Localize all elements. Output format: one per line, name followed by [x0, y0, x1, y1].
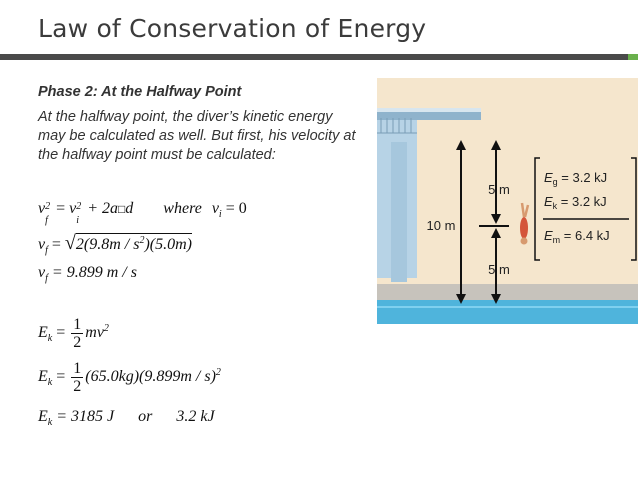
eq2-rest: )(5.0m) — [144, 236, 193, 253]
eq1-vi: v — [69, 200, 77, 217]
pool-water-highlight — [377, 306, 638, 308]
eq6-sub: k — [47, 417, 53, 428]
diver-energy-diagram — [377, 78, 638, 324]
eq3-sub: f — [45, 273, 48, 284]
eq5-fraction — [71, 360, 83, 395]
eq5-num: 1 — [73, 360, 82, 377]
ek-value: $E_k = 3.2$ kJ — [544, 194, 607, 211]
eq5-rhs: (65.0kg)(9.899m / s) — [85, 368, 216, 386]
eq4-den: 2 — [73, 334, 82, 351]
equation-velocity-substitution — [38, 232, 192, 256]
em-value: $E_m = 6.4$ kJ — [544, 228, 610, 245]
slide-title: Law of Conservation of Energy — [38, 14, 427, 43]
eg-value: $E_g = 3.2$ kJ — [544, 170, 608, 187]
eq4-exp: 2 — [103, 323, 109, 335]
title-underline — [0, 54, 628, 60]
height-total-label: 10 m — [426, 218, 456, 233]
phase-heading: Phase 2: At the Halfway Point — [38, 84, 242, 100]
eq6-rhs: = 3185 J — [52, 408, 115, 425]
eq4-sub: k — [47, 333, 53, 345]
eq6-or: or — [138, 408, 153, 425]
equation-kinetic-formula — [38, 316, 109, 351]
eq1-plus: + 2a — [83, 200, 119, 217]
eq6-alt: 3.2 kJ — [176, 408, 215, 425]
eq1-vi0-sub: i — [218, 209, 222, 220]
eq4-equals: = — [52, 324, 70, 342]
eq5-exp: 2 — [215, 367, 221, 379]
height-upper-label: 5 m — [488, 182, 510, 197]
title-underline-accent — [628, 54, 638, 60]
eq1-delta: □ — [118, 202, 126, 216]
intro-paragraph: At the halfway point, the diver’s kinetic energy may be calculated as well. But first, his velocity at the halfway point must be calculated: — [38, 109, 356, 163]
eq2-equals: = — [47, 236, 65, 253]
eq1-vf-sub: f — [45, 215, 48, 226]
eq5-den: 2 — [73, 378, 82, 395]
eq2-exp: 2 — [139, 235, 145, 246]
eq4-rhs: mv — [85, 324, 104, 342]
equation-velocity-result — [38, 264, 137, 284]
pool-deck — [377, 284, 638, 300]
eq3-rhs: = 9.899 m / s — [47, 264, 137, 281]
eq1-vi0: v — [211, 200, 219, 217]
eq1-vi-exp: 2 — [76, 201, 82, 212]
eq5-lhs: E — [38, 368, 48, 386]
height-lower-label: 5 m — [488, 262, 510, 277]
eq2-sub: f — [45, 245, 48, 256]
eq1-zero: = 0 — [221, 200, 247, 217]
eq5-equals: = — [52, 368, 70, 386]
equation-kinetic-substitution — [38, 360, 221, 395]
equation-velocity-formula — [38, 200, 247, 226]
eq5-sub: k — [47, 377, 53, 389]
eq1-vf: v — [38, 200, 46, 217]
eq2-lhs: v — [38, 236, 46, 253]
eq6-lhs: E — [38, 408, 48, 425]
eq1-equals: = — [52, 200, 70, 217]
eq1-vi-sub: i — [76, 215, 80, 226]
eq3-lhs: v — [38, 264, 46, 281]
eq4-fraction — [71, 316, 83, 351]
equation-kinetic-result — [38, 408, 215, 428]
eq4-num: 1 — [73, 316, 82, 333]
eq1-d: d — [125, 200, 134, 217]
radical-sign: √ — [64, 232, 76, 254]
eq4-lhs: E — [38, 324, 48, 342]
eq1-vf-exp: 2 — [45, 201, 51, 212]
eq2-radicand: 2(9.8m / s — [75, 236, 140, 253]
pool-water — [377, 300, 638, 324]
eq1-where: where — [163, 200, 202, 217]
